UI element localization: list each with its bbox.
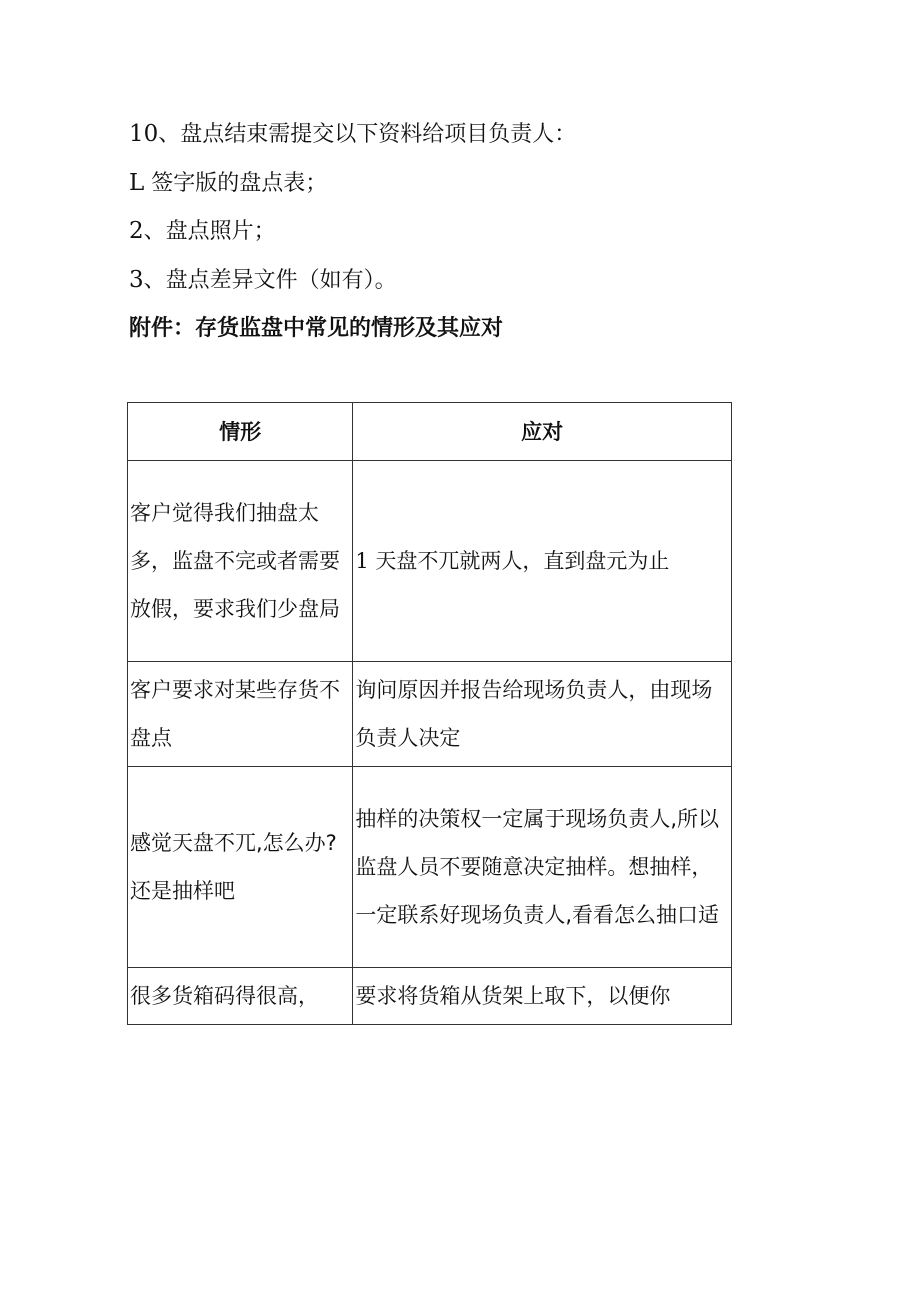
situation-cell: 客户觉得我们抽盘太多，监盘不完或者需要放假，要求我们少盘局	[128, 461, 353, 662]
table-row	[128, 968, 732, 1025]
response-cell: 抽样的决策权一定属于现场负责人,所以监盘人员不要随意决定抽样。想抽样，一定联系好现场负责人,看看怎么抽口适	[353, 767, 732, 968]
paragraph-number: L	[129, 170, 145, 196]
paragraph-item-2	[129, 216, 276, 247]
response-lead-number: 1	[355, 549, 369, 573]
response-text: 天盘不兀就两人，直到盘元为止	[368, 549, 670, 573]
header-situation: 情形	[128, 403, 353, 461]
paragraph-number: 10	[129, 121, 159, 147]
situation-cell: 很多货箱码得很高，	[128, 968, 353, 1025]
table-row	[128, 461, 732, 662]
paragraph-text: 、盘点结束需提交以下资料给项目负责人：	[158, 122, 577, 147]
situation-response-table	[127, 402, 732, 1025]
paragraph-number: 3	[129, 267, 144, 293]
paragraph-item-1	[129, 168, 327, 199]
table-row	[128, 662, 732, 767]
table-header-row	[128, 403, 732, 461]
paragraph-text: 、盘点照片；	[143, 219, 276, 244]
response-cell	[353, 461, 732, 662]
paragraph-item-10	[129, 119, 576, 150]
response-cell: 询问原因并报告给现场负责人，由现场负责人决定	[353, 662, 732, 767]
situation-cell: 客户要求对某些存货不盘点	[128, 662, 353, 767]
paragraph-item-3	[129, 265, 397, 296]
situation-cell: 感觉天盘不兀,怎么办?还是抽样吧	[128, 767, 353, 968]
table-row	[128, 767, 732, 968]
response-cell: 要求将货箱从货架上取下，以便你	[353, 968, 732, 1025]
paragraph-text: 、盘点差异文件（如有）。	[143, 268, 397, 293]
paragraph-number: 2	[129, 218, 144, 244]
paragraph-text: 签字版的盘点表；	[144, 171, 328, 196]
header-response: 应对	[353, 403, 732, 461]
appendix-heading: 附件：存货监盘中常见的情形及其应对	[129, 316, 504, 341]
